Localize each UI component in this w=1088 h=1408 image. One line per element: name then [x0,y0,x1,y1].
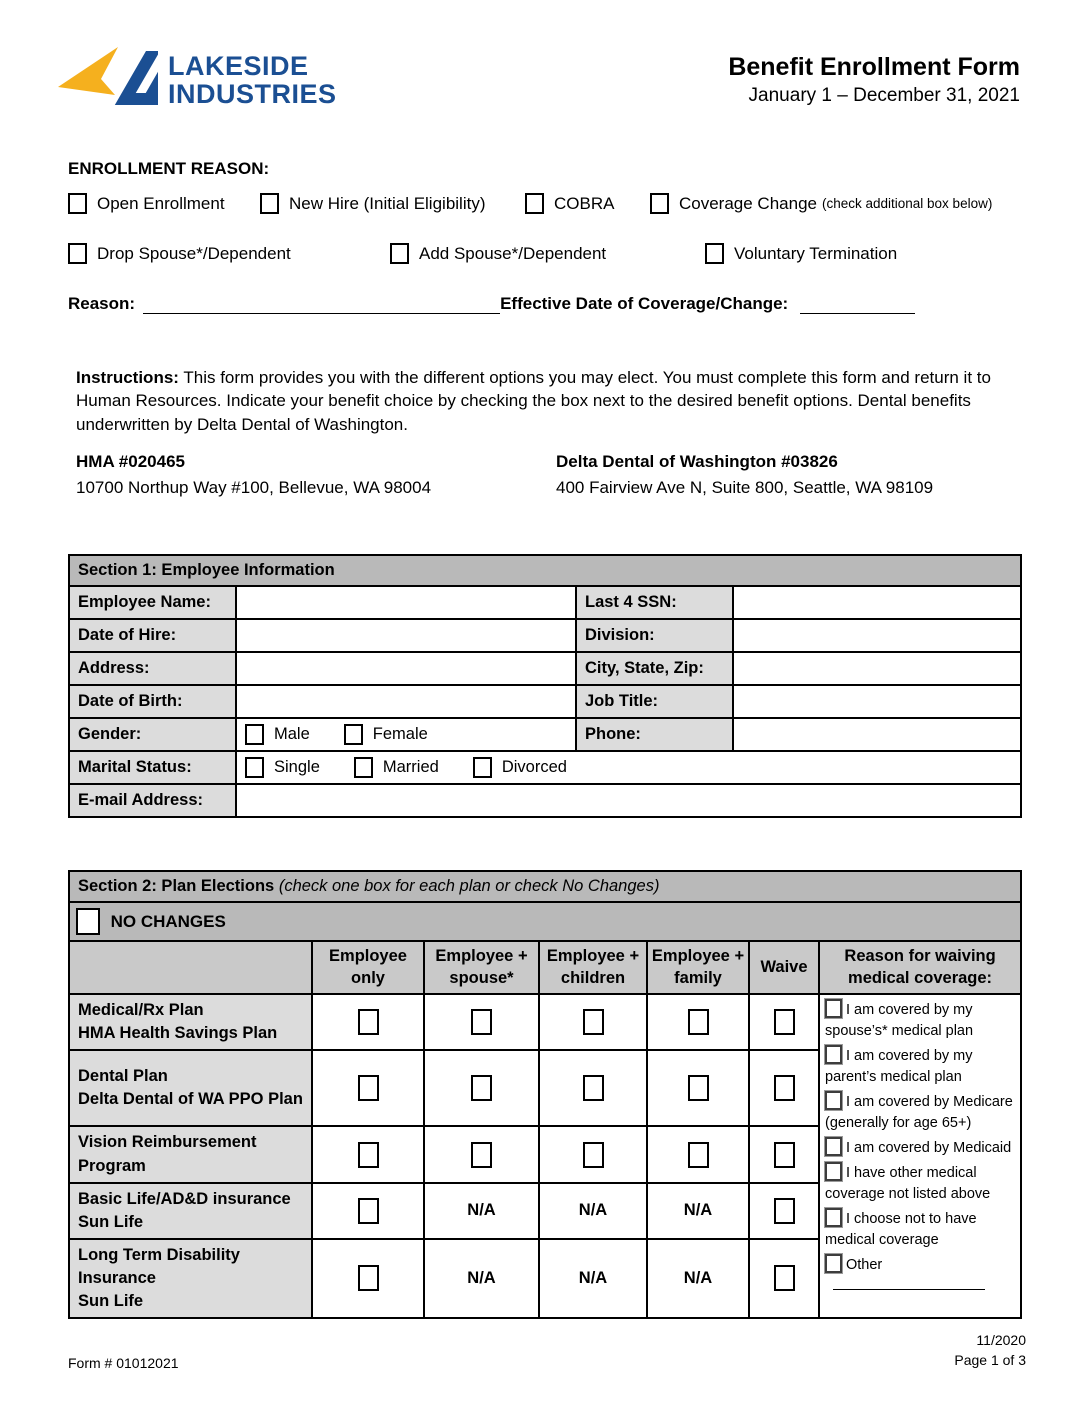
waive-reason-parent-checkbox[interactable] [825,1045,842,1064]
waive-reason-medicaid [825,1137,1015,1159]
basic-life-name-cell [69,1183,312,1239]
hma-contact [76,452,556,498]
address-field[interactable] [236,652,576,685]
vision-waive-checkbox[interactable] [774,1142,795,1168]
form-subtitle: January 1 – December 31, 2021 [748,85,1020,106]
medical-employee-family-checkbox[interactable] [688,1009,709,1035]
logo-line2: INDUSTRIES [168,79,337,109]
basic-life-children-na: N/A [539,1183,647,1239]
basic-life-employee-only-checkbox[interactable] [358,1198,379,1224]
medical-rx-plan-name-cell [69,994,312,1050]
marital-divorced-label: Divorced [501,758,567,777]
vision-program-name-cell [69,1126,312,1182]
waive-reason-spouse-checkbox[interactable] [825,999,842,1018]
waive-reason-other-coverage-label: I have other medical coverage not listed above [825,1165,991,1203]
ltd-spouse-na: N/A [424,1239,539,1318]
waive-reason-no-medical-label: I choose not to have medical coverage [825,1211,977,1249]
marital-married-label: Married [382,758,439,777]
gender-label: Gender: [69,718,236,751]
vision-employee-family-checkbox[interactable] [688,1142,709,1168]
section1-title: Section 1: Employee Information [69,555,1021,586]
section2-plan-elections-table [68,870,1022,1319]
employee-name-label: Employee Name: [69,586,236,619]
add-spouse-option [390,243,705,264]
email-field[interactable] [236,784,1021,817]
open-enrollment-option [68,193,260,214]
instructions-paragraph [76,366,1021,436]
waive-reason-medicare-checkbox[interactable] [825,1091,842,1110]
waive-reason-no-medical [825,1208,1015,1251]
employee-name-field[interactable] [236,586,576,619]
enrollment-reason-heading: ENROLLMENT REASON: [68,159,270,178]
drop-spouse-checkbox[interactable] [68,243,87,264]
city-state-zip-field[interactable] [733,652,1021,685]
date-of-hire-label: Date of Hire: [69,619,236,652]
enrollment-reason-row1 [68,193,1020,214]
gender-male-checkbox[interactable] [245,724,264,745]
vision-employee-spouse-checkbox[interactable] [471,1142,492,1168]
ltd-insurance-sub: Sun Life [78,1291,144,1310]
medical-rx-plan-name: Medical/Rx Plan [78,1001,204,1020]
email-label: E-mail Address: [69,784,236,817]
open-enrollment-checkbox[interactable] [68,193,87,214]
waive-reason-medicare [825,1091,1015,1134]
basic-life-waive-checkbox[interactable] [774,1198,795,1224]
waive-reason-parent-label: I am covered by my parent’s medical plan [825,1048,973,1086]
new-hire-option [260,193,525,214]
dental-employee-spouse-checkbox[interactable] [471,1075,492,1101]
division-label: Division: [576,619,733,652]
marital-single-option [245,757,320,778]
marital-status-options-cell [236,751,1021,784]
date-of-hire-field[interactable] [236,619,576,652]
section2-title-note: (check one box for each plan or check No Changes) [278,877,660,896]
date-of-birth-field[interactable] [236,685,576,718]
dental-employee-family-checkbox[interactable] [688,1075,709,1101]
add-spouse-label: Add Spouse*/Dependent [419,243,607,263]
coverage-change-checkbox[interactable] [650,193,669,214]
ltd-employee-only-checkbox[interactable] [358,1265,379,1291]
section1-employee-information-table [68,554,1022,818]
logo-line1: LAKESIDE [168,50,309,81]
medical-employee-spouse-checkbox[interactable] [471,1009,492,1035]
vision-employee-only-checkbox[interactable] [358,1142,379,1168]
effective-date-label: Effective Date of Coverage/Change: [500,294,789,313]
vision-employee-children-checkbox[interactable] [583,1142,604,1168]
job-title-field[interactable] [733,685,1021,718]
ltd-family-na: N/A [647,1239,749,1318]
revision-date: 11/2020 [976,1332,1026,1348]
gender-male-option [245,724,310,745]
waive-reason-parent [825,1045,1015,1088]
date-of-birth-label: Date of Birth: [69,685,236,718]
dental-waive-checkbox[interactable] [774,1075,795,1101]
dental-plan-sub: Delta Dental of WA PPO Plan [78,1090,303,1109]
new-hire-label: New Hire (Initial Eligibility) [289,193,486,213]
address-label: Address: [69,652,236,685]
reason-input-line[interactable] [143,294,500,314]
page-number: Page 1 of 3 [954,1352,1026,1369]
add-spouse-checkbox[interactable] [390,243,409,264]
basic-life-name: Basic Life/AD&D insurance [78,1189,291,1208]
enrollment-reason-row2 [68,243,1020,264]
footer-right [954,1330,1026,1371]
reason-effective-line [68,294,1020,314]
new-hire-checkbox[interactable] [260,193,279,214]
lakeside-logo [58,45,337,115]
marital-divorced-checkbox[interactable] [473,757,492,778]
last4ssn-label: Last 4 SSN: [576,586,733,619]
lakeside-logo-text [168,52,337,109]
hma-address: 10700 Northup Way #100, Bellevue, WA 98004 [76,478,432,498]
medical-rx-plan-row [69,994,1021,1050]
lakeside-logo-icon [58,45,158,115]
gender-male-label: Male [274,725,310,744]
no-changes-label: NO CHANGES [110,911,226,931]
form-title: Benefit Enrollment Form [728,53,1020,81]
section2-title: Section 2: Plan Elections [78,877,275,896]
waive-reasons-cell [819,994,1021,1318]
basic-life-family-na: N/A [647,1183,749,1239]
voluntary-termination-option [705,243,897,264]
gender-female-option [344,724,428,745]
waive-reason-medicaid-checkbox[interactable] [825,1137,842,1156]
cobra-option [525,193,650,214]
section2-title-bar [69,871,1021,902]
phone-field[interactable] [733,718,1021,751]
delta-dental-contact [556,452,933,498]
waive-reason-other-coverage [825,1162,1015,1205]
cobra-checkbox[interactable] [525,193,544,214]
basic-life-spouse-na: N/A [424,1183,539,1239]
instructions-label: Instructions: [76,368,179,387]
medical-waive-checkbox[interactable] [774,1009,795,1035]
waive-reason-spouse-label: I am covered by my spouse’s* medical plan [825,1002,974,1040]
ltd-insurance-name: Long Term Disability Insurance [78,1245,240,1287]
marital-status-label: Marital Status: [69,751,236,784]
gender-options-cell [236,718,576,751]
drop-spouse-option [68,243,390,264]
marital-single-label: Single [274,758,320,777]
col-employee-children: Employee + children [539,941,647,994]
marital-married-option [354,757,439,778]
title-block [728,45,1020,107]
effective-date-input-line[interactable] [800,294,915,314]
marital-single-checkbox[interactable] [245,757,264,778]
hma-name: HMA #020465 [76,452,185,472]
division-field[interactable] [733,619,1021,652]
waive-reason-other [825,1254,1015,1297]
medical-employee-only-checkbox[interactable] [358,1009,379,1035]
col-employee-spouse: Employee + spouse* [424,941,539,994]
open-enrollment-label: Open Enrollment [97,193,225,213]
coverage-change-option [650,193,992,214]
dental-plan-name: Dental Plan [78,1067,168,1086]
drop-spouse-label: Drop Spouse*/Dependent [97,243,291,263]
waive-reason-medicare-label: I am covered by Medicare (generally for age 65+) [825,1094,1013,1132]
city-state-zip-label: City, State, Zip: [576,652,733,685]
no-changes-checkbox[interactable] [76,908,100,935]
col-waive: Waive [749,941,819,994]
coverage-change-label: Coverage Change [679,193,817,213]
reason-label: Reason: [68,294,136,313]
delta-dental-name: Delta Dental of Washington #03826 [556,452,838,472]
cobra-label: COBRA [554,193,615,213]
medical-employee-children-checkbox[interactable] [583,1009,604,1035]
carrier-contacts [76,452,1020,498]
medical-rx-plan-sub: HMA Health Savings Plan [78,1024,278,1043]
col-waive-reason: Reason for waiving medical coverage: [819,941,1021,994]
dental-employee-only-checkbox[interactable] [358,1075,379,1101]
col-employee-family: Employee + family [647,941,749,994]
voluntary-termination-label: Voluntary Termination [734,243,898,263]
instructions-text: This form provides you with the different options you may elect. You must complete this form and return it to Human Resources. Indicate your benefit choice by checking the box next to the desired benefit options. Dental benefits underwritten by Delta Dental of Washington. [76,368,991,434]
no-changes-row [69,902,1021,941]
marital-married-checkbox[interactable] [354,757,373,778]
voluntary-termination-checkbox[interactable] [705,243,724,264]
ltd-waive-checkbox[interactable] [774,1265,795,1291]
phone-label: Phone: [576,718,733,751]
gender-female-checkbox[interactable] [344,724,363,745]
dental-plan-name-cell [69,1050,312,1126]
plan-column-empty-header [69,941,312,994]
ltd-insurance-name-cell [69,1239,312,1318]
waive-reason-medicaid-label: I am covered by Medicaid [846,1140,1012,1157]
delta-dental-address: 400 Fairview Ave N, Suite 800, Seattle, WA 98109 [556,478,934,498]
waive-reason-other-coverage-checkbox[interactable] [825,1162,842,1181]
waive-reason-spouse [825,999,1015,1042]
waive-reason-other-input-line[interactable] [833,1276,985,1290]
coverage-change-note: (check additional box below) [821,196,993,211]
vision-program-name: Vision Reimbursement Program [78,1133,257,1175]
waive-reason-other-checkbox[interactable] [825,1254,842,1273]
waive-reason-other-label: Other [846,1257,883,1274]
last4ssn-field[interactable] [733,586,1021,619]
dental-employee-children-checkbox[interactable] [583,1075,604,1101]
col-employee-only: Employee only [312,941,424,994]
waive-reason-no-medical-checkbox[interactable] [825,1208,842,1227]
gender-female-label: Female [372,725,428,744]
form-number: Form # 01012021 [68,1354,179,1371]
page-header [68,45,1020,115]
ltd-children-na: N/A [539,1239,647,1318]
basic-life-sub: Sun Life [78,1212,144,1231]
page-footer [68,1330,1026,1371]
marital-divorced-option [473,757,567,778]
job-title-label: Job Title: [576,685,733,718]
